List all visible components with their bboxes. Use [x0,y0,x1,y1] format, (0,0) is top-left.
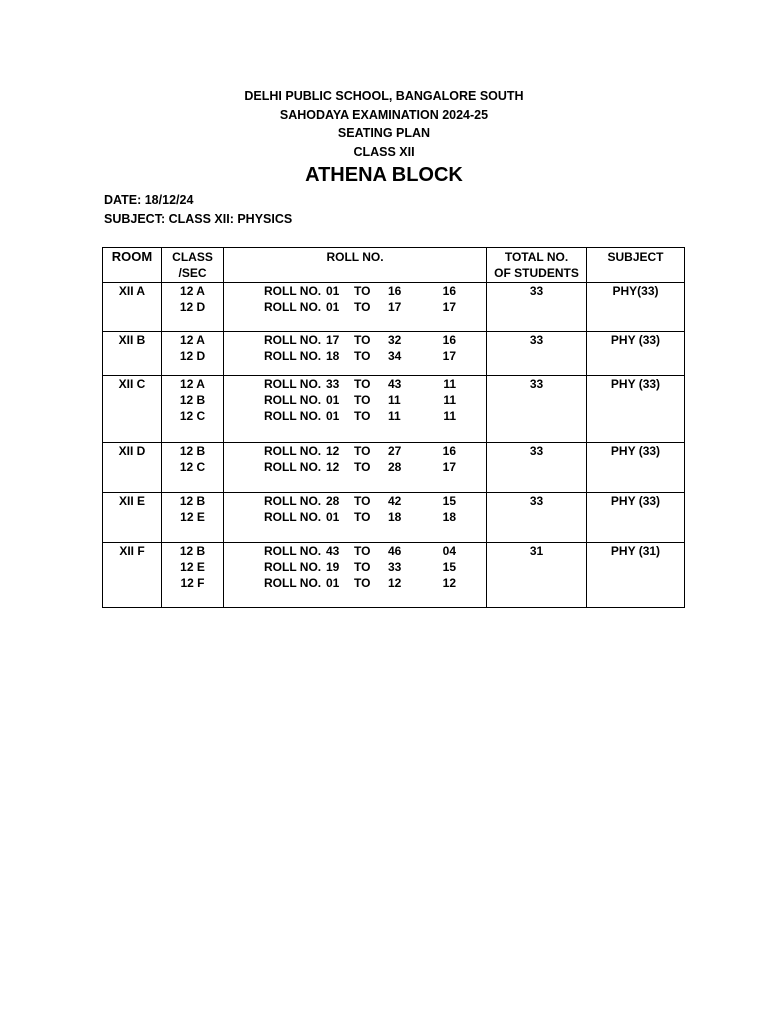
roll-cell [224,332,487,376]
roll-range [264,575,486,591]
class-cell [162,543,224,608]
roll-from: 01 [326,284,340,298]
roll-to: TO [354,444,371,458]
roll-label: ROLL NO. [264,393,322,407]
subject-cell: PHY(33) [587,283,685,332]
class-section: 12 E [180,560,205,574]
roll-end: 18 [388,510,402,524]
roll-count: 16 [442,444,456,458]
total-cell: 31 [487,543,587,608]
plan-title: SEATING PLAN [337,126,431,140]
roll-label: ROLL NO. [264,377,322,391]
block-title: ATHENA BLOCK [305,164,463,186]
subject-cell: PHY (33) [587,493,685,543]
roll-range [264,376,486,392]
roll-from: 17 [326,333,340,347]
roll-label: ROLL NO. [264,544,322,558]
roll-count: 15 [442,494,456,508]
total-cell: 33 [487,332,587,376]
roll-to: TO [354,377,371,391]
roll-end: 11 [388,409,401,423]
roll-end: 16 [388,284,402,298]
roll-to: TO [354,494,371,508]
school-name: DELHI PUBLIC SCHOOL, BANGALORE SOUTH [244,89,524,103]
roll-count: 04 [442,544,456,558]
total-cell: 33 [487,283,587,332]
roll-range [264,299,486,315]
roll-label: ROLL NO. [264,300,322,314]
roll-label: ROLL NO. [264,494,322,508]
class-section: 12 A [180,333,205,347]
class-cell [162,376,224,443]
roll-count: 11 [443,393,456,407]
roll-to: TO [354,349,371,363]
table-row [103,443,685,493]
subject-cell: PHY (31) [587,543,685,608]
roll-end: 28 [388,460,402,474]
roll-range [264,332,486,348]
roll-to: TO [354,409,371,423]
roll-range [264,509,486,525]
room-cell: XII D [103,443,162,493]
roll-to: TO [354,300,371,314]
total-header [487,248,587,283]
roll-to: TO [354,560,371,574]
class-header [162,248,224,283]
room-cell: XII E [103,493,162,543]
roll-cell [224,283,487,332]
exam-title: SAHODAYA EXAMINATION 2024-25 [279,108,489,122]
roll-end: 46 [388,544,402,558]
roll-from: 33 [326,377,340,391]
roll-count: 11 [443,377,456,391]
roll-to: TO [354,284,371,298]
roll-from: 01 [326,300,340,314]
table-row [103,493,685,543]
seating-plan-table [102,247,685,608]
exam-date: DATE: 18/12/24 [104,193,194,207]
roll-count: 11 [443,409,456,423]
roll-range [264,283,486,299]
total-cell: 33 [487,493,587,543]
table-row [103,332,685,376]
roll-range [264,348,486,364]
roll-from: 01 [326,510,340,524]
roll-label: ROLL NO. [264,576,322,590]
roll-end: 32 [388,333,402,347]
class-section: 12 E [180,510,205,524]
roll-from: 01 [326,409,340,423]
roll-end: 12 [388,576,402,590]
roll-cell [224,543,487,608]
table-header-row [103,248,685,283]
roll-label: ROLL NO. [264,510,322,524]
class-section: 12 A [180,284,205,298]
roll-from: 19 [326,560,340,574]
class-section: 12 A [180,377,205,391]
room-cell: XII C [103,376,162,443]
roll-range [264,493,486,509]
subject-cell: PHY (33) [587,443,685,493]
roll-label: ROLL NO. [264,460,322,474]
roll-range [264,443,486,459]
roll-count: 12 [442,576,456,590]
total-cell: 33 [487,443,587,493]
roll-label: ROLL NO. [264,409,322,423]
class-header-line2: /SEC [178,266,207,280]
roll-to: TO [354,333,371,347]
roll-to: TO [354,393,371,407]
roll-label: ROLL NO. [264,444,322,458]
roll-to: TO [354,576,371,590]
table-row [103,376,685,443]
roll-count: 17 [442,349,456,363]
roll-to: TO [354,460,371,474]
roll-count: 16 [442,333,456,347]
roll-end: 43 [388,377,402,391]
roll-range [264,408,486,424]
roll-count: 15 [442,560,456,574]
class-section: 12 B [179,444,206,458]
room-cell: XII A [103,283,162,332]
roll-from: 12 [326,460,340,474]
room-header: ROOM [103,248,162,283]
roll-range [264,543,486,559]
total-header-line2: OF STUDENTS [494,266,579,280]
roll-range [264,559,486,575]
roll-cell [224,376,487,443]
roll-cell [224,443,487,493]
room-cell: XII F [103,543,162,608]
roll-label: ROLL NO. [264,560,322,574]
class-section: 12 C [179,409,206,423]
roll-end: 34 [388,349,402,363]
roll-from: 43 [326,544,340,558]
class-cell [162,283,224,332]
roll-from: 01 [326,393,340,407]
class-section: 12 B [179,494,206,508]
room-cell: XII B [103,332,162,376]
roll-to: TO [354,544,371,558]
roll-to: TO [354,510,371,524]
roll-label: ROLL NO. [264,349,322,363]
exam-subject: SUBJECT: CLASS XII: PHYSICS [104,212,293,226]
class-cell [162,332,224,376]
roll-from: 18 [326,349,340,363]
roll-cell [224,493,487,543]
roll-label: ROLL NO. [264,333,322,347]
class-header-line1: CLASS [172,250,213,264]
roll-label: ROLL NO. [264,284,322,298]
class-section: 12 B [179,544,206,558]
roll-end: 17 [388,300,402,314]
table-row [103,543,685,608]
roll-count: 16 [442,284,456,298]
roll-from: 28 [326,494,340,508]
roll-count: 17 [442,300,456,314]
subject-cell: PHY (33) [587,332,685,376]
class-section: 12 C [179,460,206,474]
class-section: 12 B [179,393,206,407]
table-body [103,283,685,608]
table-row [103,283,685,332]
roll-end: 33 [388,560,402,574]
roll-header: ROLL NO. [224,248,487,283]
class-section: 12 D [179,349,206,363]
subject-cell: PHY (33) [587,376,685,443]
class-cell [162,493,224,543]
class-title: CLASS XII [353,145,415,159]
class-section: 12 D [179,300,206,314]
class-cell [162,443,224,493]
total-cell: 33 [487,376,587,443]
roll-range [264,392,486,408]
roll-from: 12 [326,444,340,458]
roll-end: 11 [388,393,401,407]
class-section: 12 F [180,576,205,590]
roll-from: 01 [326,576,340,590]
total-header-line1: TOTAL NO. [504,250,569,264]
roll-count: 18 [442,510,456,524]
roll-end: 27 [388,444,402,458]
roll-range [264,459,486,475]
roll-count: 17 [442,460,456,474]
subject-header: SUBJECT [587,248,685,283]
roll-end: 42 [388,494,402,508]
